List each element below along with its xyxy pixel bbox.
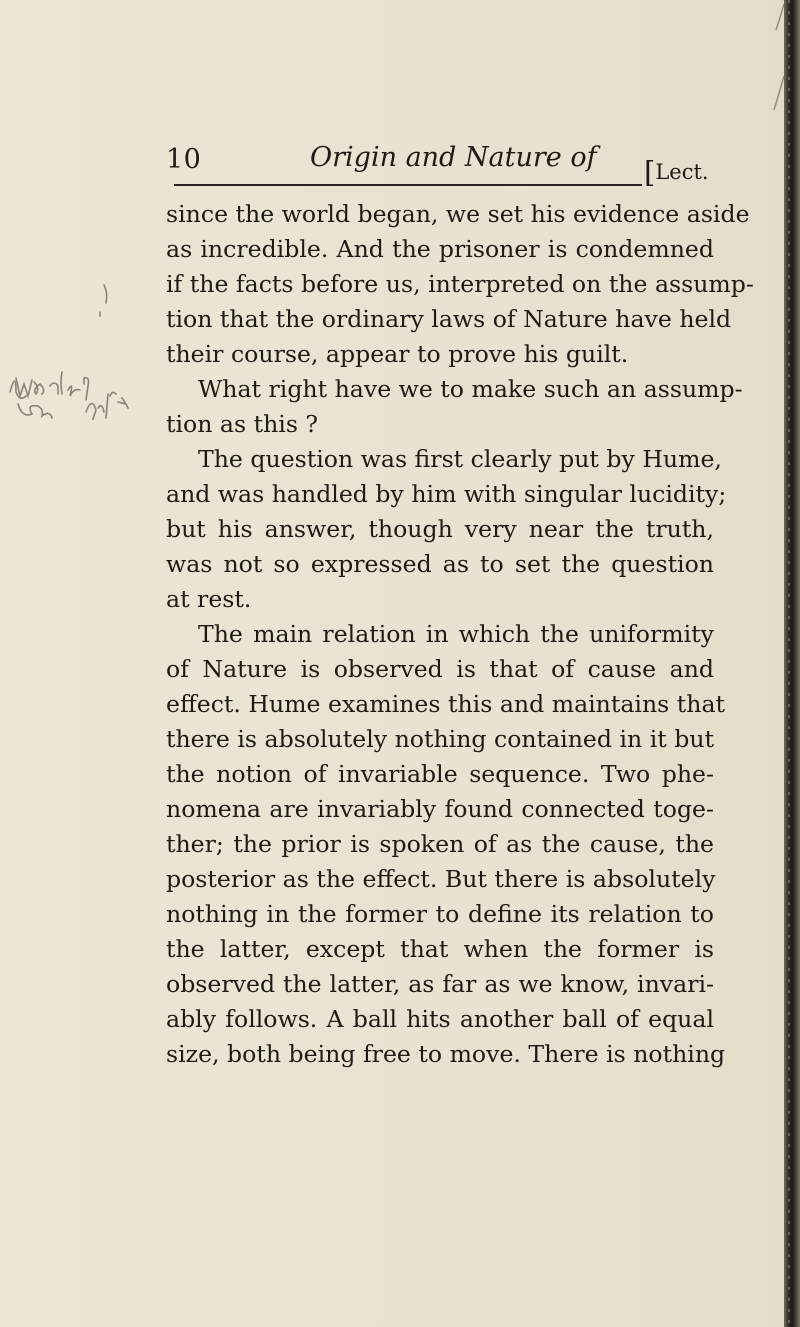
running-title: Origin and Nature of [310, 142, 597, 173]
text-line: but his answer, though very near the truth, [166, 515, 714, 543]
text-line: their course, appear to prove his guilt. [166, 340, 629, 368]
text-line: nomena are invariably found connected toge- [166, 795, 714, 823]
text-line: and was handled by him with singular lucidity; [166, 480, 727, 508]
text-line: at rest. [166, 585, 252, 613]
text-line: ably follows. A ball hits another ball of equal [166, 1005, 714, 1033]
text-line: there is absolutely nothing contained in it but [166, 725, 715, 753]
text-line: the notion of invariable sequence. Two phe- [166, 760, 714, 788]
text-line: tion as this ? [166, 410, 319, 438]
lecture-label: [Lect. [644, 155, 709, 189]
page-number: 10 [166, 144, 202, 175]
text-line: The main relation in which the uniformity [198, 620, 714, 648]
text-line: was not so expressed as to set the question [166, 550, 714, 578]
text-line: size, both being free to move. There is nothing [166, 1040, 726, 1068]
text-line: since the world began, we set his evidence aside [166, 200, 750, 228]
lecture-label-text: Lect. [655, 160, 709, 184]
text-line: the latter, except that when the former is [166, 935, 714, 963]
text-line: effect. Hume examines this and maintains that [166, 690, 726, 718]
text-line: as incredible. And the prisoner is condemned [166, 235, 714, 263]
text-line: tion that the ordinary laws of Nature have held [166, 305, 732, 333]
text-line: if the facts before us, interpreted on the assump- [166, 270, 754, 298]
handwritten-margin-note [0, 0, 150, 420]
text-line: The question was first clearly put by Hume, [198, 445, 722, 473]
text-line: nothing in the former to define its relation to [166, 900, 714, 928]
book-fore-edge [784, 0, 800, 1327]
header-rule [174, 184, 642, 186]
body-text [166, 197, 754, 1072]
text-line: ther; the prior is spoken of as the cause, the [166, 830, 714, 858]
running-head [0, 138, 800, 189]
text-line: observed the latter, as far as we know, invari- [166, 970, 714, 998]
text-line: What right have we to make such an assump- [198, 375, 743, 403]
text-line: posterior as the effect. But there is absolutely [166, 865, 716, 893]
text-line: of Nature is observed is that of cause and [166, 655, 714, 683]
